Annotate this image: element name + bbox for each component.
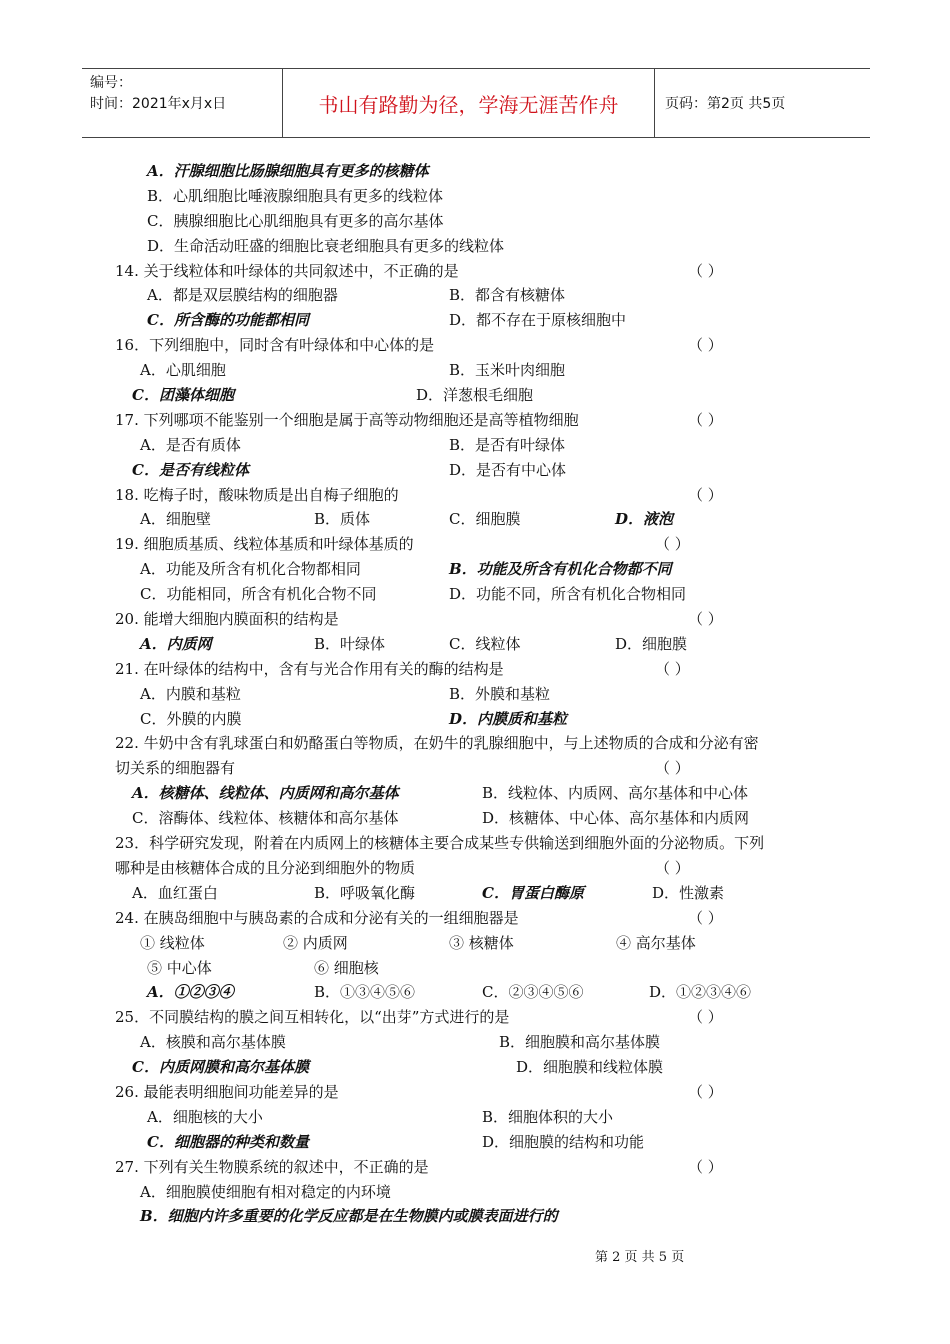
text-segment: 21. 在叶绿体的结构中，含有与光合作用有关的酶的结构是 (115, 659, 504, 678)
text-segment: D．功能不同，所含有机化合物相同 (449, 585, 687, 604)
answer-option: C．胃蛋白酶原 (482, 883, 584, 902)
text-line (0, 458, 950, 483)
text-segment: 17. 下列哪项不能鉴别一个细胞是属于高等动物细胞还是高等植物细胞 (115, 410, 579, 429)
text-segment: B．细胞体积的大小 (482, 1107, 614, 1126)
text-line (0, 831, 950, 856)
answer-option: C．是否有线粒体 (132, 460, 249, 479)
text-segment: D．生命活动旺盛的细胞比衰老细胞具有更多的线粒体 (147, 236, 505, 255)
text-line (0, 333, 950, 358)
text-line (0, 906, 950, 931)
footer-page-number: 第 2 页 共 5 页 (595, 1250, 685, 1265)
text-segment: D．性激素 (652, 883, 725, 902)
text-segment: D．核糖体、中心体、高尔基体和内质网 (482, 809, 750, 828)
text-line (0, 582, 950, 607)
text-line (0, 632, 950, 657)
text-segment: A．血红蛋白 (132, 883, 218, 902)
text-segment: B．细胞膜和高尔基体膜 (499, 1033, 661, 1052)
text-line (0, 980, 950, 1005)
answer-option: A．①②③④ (147, 983, 234, 1002)
text-segment: 19. 细胞质基质、线粒体基质和叶绿体基质的 (115, 535, 414, 554)
text-segment: （ ） (688, 1008, 723, 1027)
text-line (0, 1155, 950, 1180)
text-segment: B．是否有叶绿体 (449, 435, 566, 454)
header-page-label: 页码：第2页 共5页 (665, 96, 786, 112)
text-segment: B．玉米叶肉细胞 (449, 361, 566, 380)
text-line (0, 607, 950, 632)
text-segment: （ ） (655, 858, 690, 877)
text-line (0, 1130, 950, 1155)
text-line (0, 408, 950, 433)
text-line (0, 184, 950, 209)
text-segment: A．细胞核的大小 (147, 1107, 263, 1126)
text-segment: B．都含有核糖体 (449, 286, 566, 305)
text-segment: C．功能相同，所含有机化合物不同 (140, 585, 377, 604)
text-segment: C．线粒体 (449, 634, 521, 653)
text-segment: 26. 最能表明细胞间功能差异的是 (115, 1082, 339, 1101)
text-line (0, 1204, 950, 1229)
text-line (0, 707, 950, 732)
text-segment: D．都不存在于原核细胞中 (449, 311, 627, 330)
text-segment: B．外膜和基粒 (449, 684, 551, 703)
text-segment: C．溶酶体、线粒体、核糖体和高尔基体 (132, 809, 399, 828)
text-line (0, 159, 950, 184)
answer-option: C．细胞器的种类和数量 (147, 1132, 309, 1151)
text-segment: C．外膜的内膜 (140, 709, 242, 728)
text-line (0, 856, 950, 881)
text-segment: 哪种是由核糖体合成的且分泌到细胞外的物质 (115, 858, 416, 877)
text-line (0, 1005, 950, 1030)
answer-option: B．功能及所含有机化合物都不同 (449, 560, 672, 579)
text-segment: A．核膜和高尔基体膜 (140, 1033, 286, 1052)
text-segment: （ ） (688, 610, 723, 629)
text-line (0, 881, 950, 906)
text-segment: B．叶绿体 (314, 634, 386, 653)
text-segment: A．内膜和基粒 (140, 684, 241, 703)
text-line (0, 931, 950, 956)
text-segment: ③ 核糖体 (449, 933, 514, 952)
text-segment: 20. 能增大细胞内膜面积的结构是 (115, 610, 339, 629)
text-segment: D．细胞膜的结构和功能 (482, 1132, 645, 1151)
text-line (0, 483, 950, 508)
answer-option: C．所含酶的功能都相同 (147, 311, 309, 330)
text-line (0, 1105, 950, 1130)
text-segment: （ ） (688, 410, 723, 429)
text-line (0, 532, 950, 557)
text-line (0, 234, 950, 259)
text-line (0, 682, 950, 707)
text-segment: A．功能及所含有机化合物都相同 (140, 560, 361, 579)
text-line (0, 956, 950, 981)
text-line (0, 308, 950, 333)
text-segment: 23．科学研究发现，附着在内质网上的核糖体主要合成某些专供输送到细胞外面的分泌物质。下列 (115, 834, 765, 853)
time-label: 时间：2021年x月x日 (90, 96, 227, 112)
text-segment: 16．下列细胞中，同时含有叶绿体和中心体的是 (115, 336, 435, 355)
page-header (82, 68, 870, 138)
text-line (0, 433, 950, 458)
text-segment: （ ） (688, 261, 723, 280)
answer-option: C．内质网膜和高尔基体膜 (132, 1058, 309, 1077)
text-segment: D．①②③④⑥ (649, 983, 752, 1002)
header-info (82, 69, 282, 137)
text-segment: ① 线粒体 (140, 933, 205, 952)
text-line (0, 383, 950, 408)
text-line (0, 358, 950, 383)
text-line (0, 731, 950, 756)
answer-option: A．汗腺细胞比肠腺细胞具有更多的核糖体 (147, 162, 429, 180)
text-line (0, 1180, 950, 1205)
text-segment: D．细胞膜和线粒体膜 (516, 1058, 664, 1077)
text-segment: ⑤ 中心体 (147, 958, 212, 977)
text-line (0, 781, 950, 806)
answer-option: D．内膜质和基粒 (449, 709, 568, 728)
text-segment: 切关系的细胞器有 (115, 759, 236, 778)
text-segment: B．线粒体、内质网、高尔基体和中心体 (482, 784, 749, 803)
text-line (0, 507, 950, 532)
text-segment: C．细胞膜 (449, 510, 521, 529)
text-segment: B．心肌细胞比唾液腺细胞具有更多的线粒体 (147, 186, 444, 205)
text-line (0, 1030, 950, 1055)
text-segment: C．②③④⑤⑥ (482, 983, 584, 1002)
answer-option: A．核糖体、线粒体、内质网和高尔基体 (132, 784, 399, 803)
text-line (0, 209, 950, 234)
text-segment: （ ） (688, 336, 723, 355)
header-motto: 书山有路勤为径，学海无涯苦作舟 (282, 69, 655, 137)
text-segment: 24. 在胰岛细胞中与胰岛素的合成和分泌有关的一组细胞器是 (115, 908, 519, 927)
text-segment: （ ） (655, 759, 690, 778)
text-line (0, 283, 950, 308)
text-segment: （ ） (655, 535, 690, 554)
text-segment: A．心肌细胞 (140, 361, 226, 380)
text-segment: 22. 牛奶中含有乳球蛋白和奶酪蛋白等物质，在奶牛的乳腺细胞中，与上述物质的合成和分泌有密 (115, 734, 759, 753)
text-segment: A．细胞膜使细胞有相对稳定的内环境 (140, 1182, 391, 1201)
text-segment: （ ） (688, 485, 723, 504)
text-line (0, 657, 950, 682)
text-segment: B．呼吸氧化酶 (314, 883, 416, 902)
text-segment: ⑥ 细胞核 (314, 958, 379, 977)
answer-option: C．团藻体细胞 (132, 386, 234, 405)
text-segment: C．胰腺细胞比心肌细胞具有更多的高尔基体 (147, 211, 444, 230)
text-segment: 25．不同膜结构的膜之间互相转化，以“出芽”方式进行的是 (115, 1008, 510, 1027)
number-label: 编号： (90, 75, 132, 91)
text-segment: ② 内质网 (283, 933, 348, 952)
text-line (0, 806, 950, 831)
text-segment: ④ 高尔基体 (616, 933, 696, 952)
text-segment: 27. 下列有关生物膜系统的叙述中，不正确的是 (115, 1157, 429, 1176)
text-segment: （ ） (688, 1082, 723, 1101)
question-list (0, 159, 950, 1229)
answer-option: A．内质网 (140, 634, 212, 653)
text-segment: （ ） (655, 659, 690, 678)
text-line (0, 1080, 950, 1105)
answer-option: B．细胞内许多重要的化学反应都是在生物膜内或膜表面进行的 (140, 1207, 558, 1226)
text-segment: A．都是双层膜结构的细胞器 (147, 286, 338, 305)
text-segment: D．是否有中心体 (449, 460, 567, 479)
text-segment: D．细胞膜 (615, 634, 688, 653)
text-line (0, 259, 950, 284)
text-segment: D．洋葱根毛细胞 (416, 386, 534, 405)
text-segment: （ ） (688, 908, 723, 927)
text-segment: B．质体 (314, 510, 371, 529)
text-segment: 18. 吃梅子时，酸味物质是出自梅子细胞的 (115, 485, 399, 504)
text-segment: 14. 关于线粒体和叶绿体的共同叙述中，不正确的是 (115, 261, 459, 280)
text-segment: （ ） (688, 1157, 723, 1176)
text-segment: A．细胞壁 (140, 510, 211, 529)
text-line (0, 557, 950, 582)
text-segment: A．是否有质体 (140, 435, 241, 454)
text-segment: B．①③④⑤⑥ (314, 983, 416, 1002)
text-line (0, 756, 950, 781)
answer-option: D．液泡 (615, 510, 674, 529)
text-line (0, 1055, 950, 1080)
